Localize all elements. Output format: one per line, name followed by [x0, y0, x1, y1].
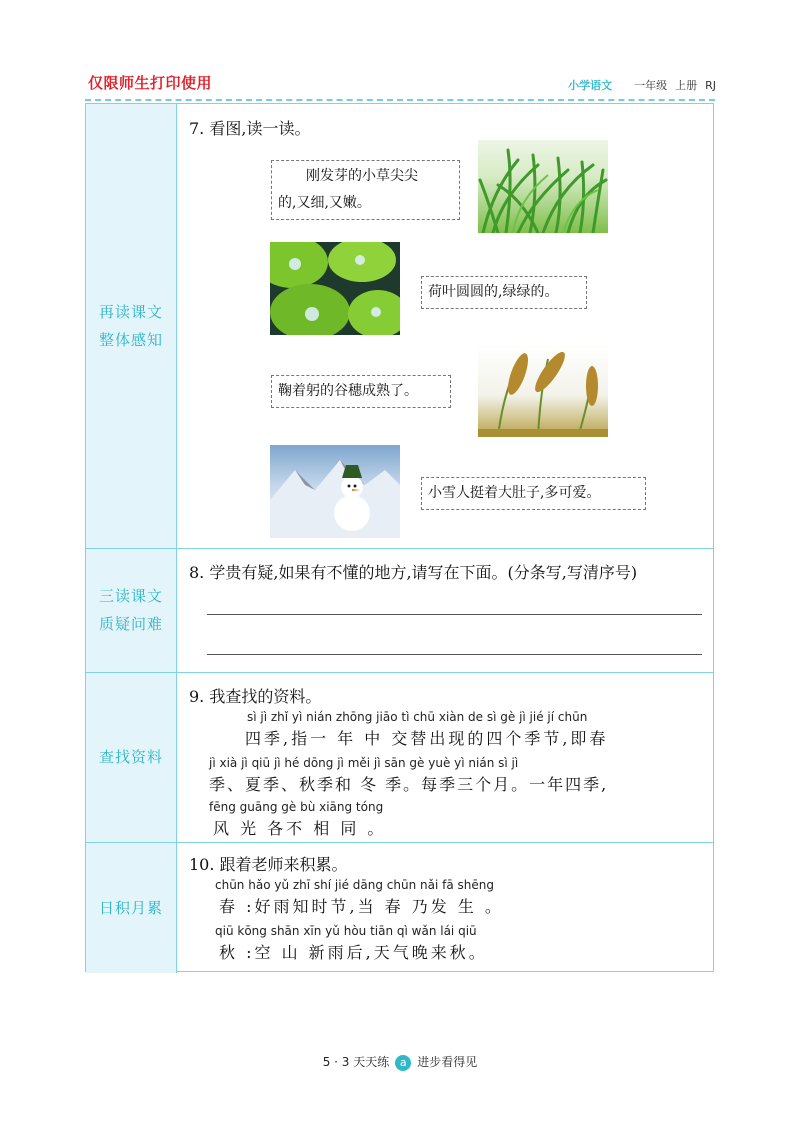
question-title: 9. 我查找的资料。 [189, 687, 322, 706]
pinyin-line: qiū kōng shān xīn yǔ hòu tiān qì wǎn lái qiū [215, 924, 477, 938]
footer-badge-icon: a [395, 1055, 411, 1071]
section-label-line1: 三读课文 [98, 587, 163, 605]
snowman-photo [270, 445, 400, 538]
hanzi-line: 四季,指一 年 中 交替出现的四个季节,即春 [245, 729, 609, 748]
caption-box-grass [271, 160, 460, 220]
answer-line[interactable] [207, 654, 702, 655]
pinyin-line: chūn hǎo yǔ zhī shí jié dāng chūn nǎi fā shēng [215, 878, 494, 892]
header-divider [85, 99, 715, 101]
question-title: 7. 看图,读一读。 [189, 119, 311, 138]
question-8 [177, 548, 713, 672]
question-7 [177, 104, 713, 548]
book-info [568, 77, 716, 93]
question-9 [177, 672, 713, 842]
page-footer [0, 1053, 800, 1071]
page-header [0, 0, 800, 100]
footer-slogan: 进步看得见 [417, 1055, 478, 1069]
caption-box-grain: 鞠着躬的谷穗成熟了。 [271, 375, 451, 408]
caption-box-snowman: 小雪人挺着大肚子,多可爱。 [421, 477, 646, 510]
caption-box-lotus: 荷叶圆圆的,绿绿的。 [421, 276, 587, 309]
print-notice: 仅限师生打印使用 [88, 74, 213, 92]
hanzi-line: 季、夏季、秋季和 冬 季。每季三个月。一年四季, [209, 775, 609, 794]
pinyin-line: jì xià jì qiū jì hé dōng jì měi jì sān gè yuè yì nián sì jì [209, 756, 519, 770]
section-label-research [86, 672, 177, 842]
answer-line[interactable] [207, 614, 702, 615]
section-label-line1: 日积月累 [98, 898, 163, 917]
section-label-accumulate [86, 842, 177, 973]
section-label-reread [86, 104, 177, 548]
grade-label: 一年级 [634, 79, 668, 92]
question-title: 10. 跟着老师来积累。 [189, 855, 348, 874]
pinyin-line: sì jì zhǐ yì nián zhōng jiāo tì chū xiàn de sì gè jì jié jí chūn [247, 710, 588, 724]
hanzi-line: 春 :好雨知时节,当 春 乃发 生 。 [219, 897, 504, 916]
footer-brand: 5 · 3 天天练 [322, 1055, 390, 1069]
question-title: 8. 学贵有疑,如果有不懂的地方,请写在下面。(分条写,写清序号) [189, 563, 638, 582]
grain-photo [478, 344, 608, 437]
worksheet-table [85, 103, 714, 972]
caption-line: 的,又细,又嫩。 [278, 195, 371, 211]
subject-label: 小学语文 [568, 79, 613, 92]
section-label-line1: 查找资料 [98, 748, 163, 766]
section-label-line2: 质疑问难 [98, 615, 163, 633]
section-label-line2: 整体感知 [98, 331, 163, 349]
edition-label: RJ [705, 79, 716, 92]
hanzi-line: 秋 :空 山 新雨后,天气晚来秋。 [219, 943, 488, 962]
lotus-leaf-photo [270, 242, 400, 335]
question-10 [177, 842, 713, 973]
pinyin-line: fēng guāng gè bù xiāng tóng [209, 800, 384, 814]
section-label-line1: 再读课文 [98, 303, 163, 321]
grass-photo [478, 140, 608, 233]
caption-line: 刚发芽的小草尖尖 [306, 168, 418, 184]
volume-label: 上册 [675, 79, 698, 92]
hanzi-line: 风 光 各不 相 同 。 [213, 819, 387, 838]
section-label-question [86, 548, 177, 672]
